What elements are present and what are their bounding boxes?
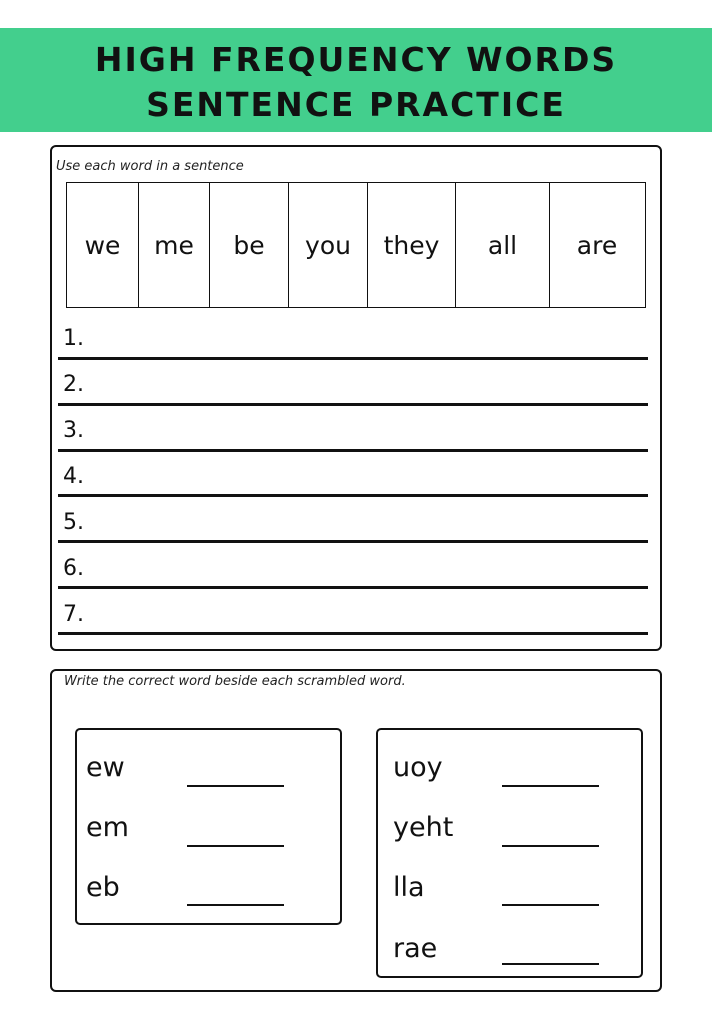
- sentence-line-3[interactable]: [58, 406, 648, 452]
- word-bank-table: [66, 182, 646, 308]
- scrambled-word: em: [86, 812, 129, 843]
- writing-line: [58, 632, 648, 635]
- word-cell: are: [576, 230, 618, 260]
- scramble-instruction: Write the correct word beside each scrambled word.: [64, 674, 406, 689]
- writing-line: [58, 586, 648, 589]
- word-cell: they: [368, 183, 456, 307]
- word-cell: we: [67, 183, 139, 307]
- page-title-line-2: SENTENCE PRACTICE: [146, 85, 566, 124]
- line-number: 7.: [63, 602, 84, 627]
- word-cell: me: [139, 183, 210, 307]
- answer-blank[interactable]: [502, 904, 599, 906]
- line-number: 2.: [63, 372, 84, 397]
- answer-blank[interactable]: [502, 785, 599, 787]
- answer-blank[interactable]: [502, 845, 599, 847]
- scrambled-word: lla: [393, 872, 425, 903]
- writing-line: [58, 540, 648, 543]
- sentence-line-7[interactable]: [58, 590, 648, 636]
- answer-blank[interactable]: [187, 845, 284, 847]
- scrambled-word: rae: [393, 933, 438, 964]
- page-title-line-1: HIGH FREQUENCY WORDS: [94, 40, 618, 79]
- sentence-line-4[interactable]: [58, 452, 648, 498]
- word-cell: all: [456, 183, 550, 307]
- word-cell: you: [289, 183, 368, 307]
- line-number: 3.: [63, 418, 84, 443]
- line-number: 5.: [63, 510, 84, 535]
- answer-blank[interactable]: [187, 904, 284, 906]
- line-number: 6.: [63, 556, 84, 581]
- answer-blank[interactable]: [187, 785, 284, 787]
- scrambled-word: ew: [86, 752, 125, 783]
- sentence-line-5[interactable]: [58, 498, 648, 544]
- line-number: 4.: [63, 464, 84, 489]
- sentence-line-1[interactable]: [58, 314, 648, 360]
- sentence-line-6[interactable]: [58, 544, 648, 590]
- answer-blank[interactable]: [502, 963, 599, 965]
- word-cell: be: [210, 183, 289, 307]
- scrambled-word: yeht: [393, 812, 454, 843]
- scrambled-word: uoy: [393, 752, 443, 783]
- sentence-instruction: Use each word in a sentence: [56, 159, 244, 174]
- writing-line: [58, 494, 648, 497]
- line-number: 1.: [63, 326, 84, 351]
- sentence-line-2[interactable]: [58, 360, 648, 406]
- scrambled-word: eb: [86, 872, 120, 903]
